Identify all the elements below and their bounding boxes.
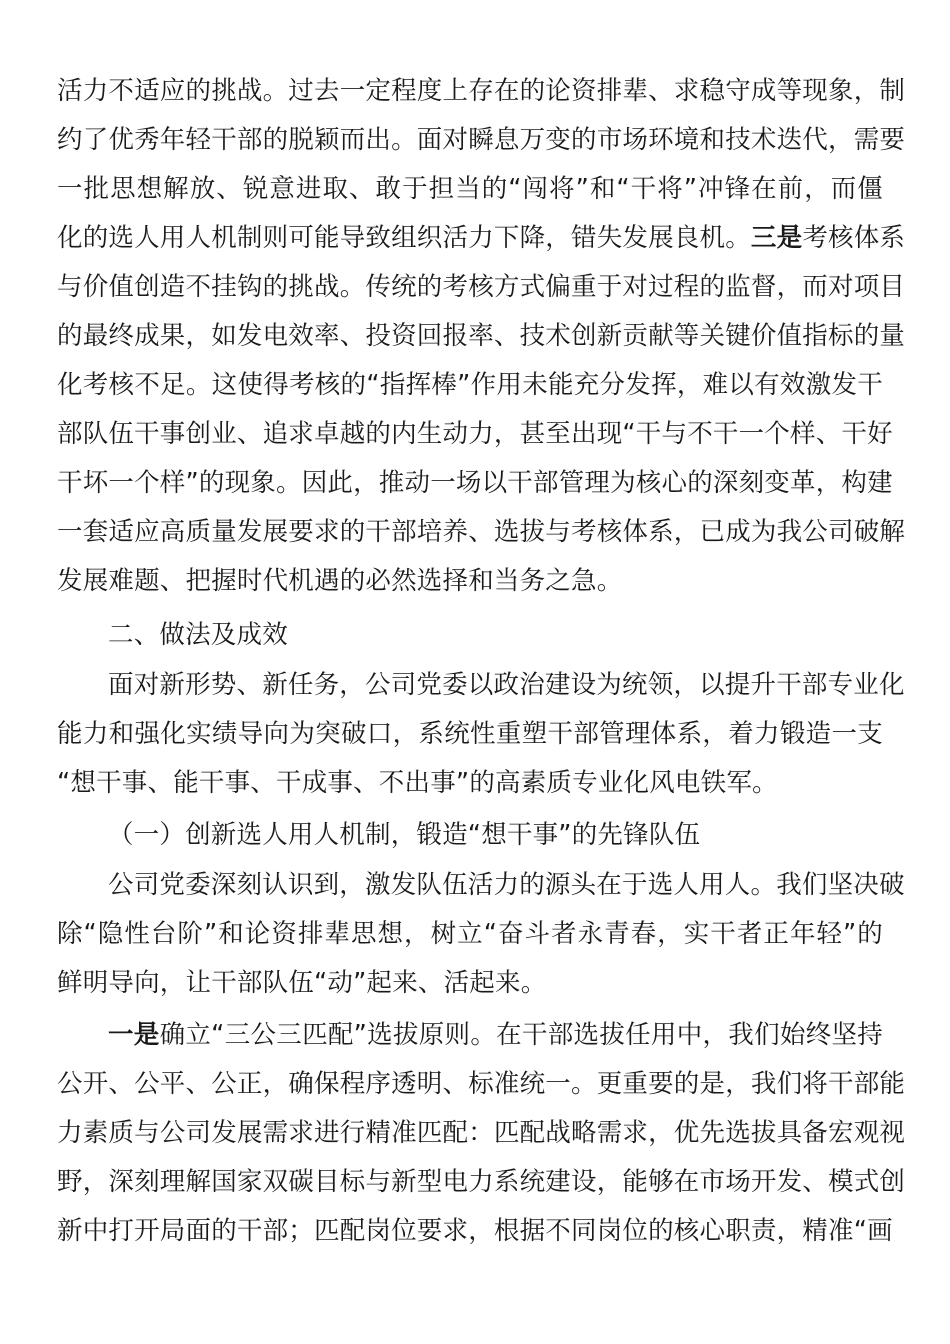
para2-line-2: 能力和强化实绩导向为突破口，系统性重塑干部管理体系，着力锻造一支 <box>57 719 883 749</box>
para1-line-3: 一批思想解放、锐意进取、敢于担当的“闯将”和“干将”冲锋在前，而僵 <box>57 174 883 204</box>
subheading-1: （一）创新选人用人机制，锻造“想干事”的先锋队伍 <box>108 820 701 850</box>
para1-line-8: 部队伍干事创业、追求卓越的内生动力，甚至出现“干与不干一个样、干好 <box>57 419 893 449</box>
para3-line-1: 公司党委深刻认识到，激发队伍活力的源头在于选人用人。我们坚决破 <box>108 870 905 900</box>
para1-line-6: 的最终成果，如发电效率、投资回报率、技术创新贡献等关键价值指标的量 <box>57 321 906 351</box>
para4-line-1-text: 确立“三公三匹配”选拔原则。在干部选拔任用中，我们始终坚持 <box>159 1020 883 1050</box>
para1-line-11: 发展难题、把握时代机遇的必然选择和当务之急。 <box>57 566 623 596</box>
para1-line-5: 与价值创造不挂钩的挑战。传统的考核方式偏重于对过程的监督，而对项目 <box>57 272 906 302</box>
para4-line-1 <box>57 1010 883 1060</box>
para2-line-3: “想干事、能干事、干成事、不出事”的高素质专业化风电铁军。 <box>57 768 778 798</box>
para1-line-4 <box>57 213 906 263</box>
para4-line-5: 新中打开局面的干部；匹配岗位要求，根据不同岗位的核心职责，精准“画 <box>57 1216 893 1246</box>
section-heading-2: 二、做法及成效 <box>108 620 288 650</box>
para1-line-7: 化考核不足。这使得考核的“指挥棒”作用未能充分发挥，难以有效激发干 <box>57 370 883 400</box>
para1-line-2: 约了优秀年轻干部的脱颖而出。面对瞬息万变的市场环境和技术迭代，需要 <box>57 125 906 155</box>
para4-line-3: 力素质与公司发展需求进行精准匹配：匹配战略需求，优先选拔具备宏观视 <box>57 1118 906 1148</box>
para4-line-4: 野，深刻理解国家双碳目标与新型电力系统建设，能够在市场开发、模式创 <box>57 1167 906 1197</box>
para1-line-4-emphasis: 三是 <box>750 223 803 253</box>
para3-line-2: 除“隐性台阶”和论资排辈思想，树立“奋斗者永青春，实干者正年轻”的 <box>57 919 883 949</box>
para1-line-4-text-b: 考核体系 <box>802 223 906 253</box>
para1-line-4-text-a: 化的选人用人机制则可能导致组织活力下降，错失发展良机。 <box>57 223 751 253</box>
para1-line-1: 活力不适应的挑战。过去一定程度上存在的论资排辈、求稳守成等现象，制 <box>57 76 906 106</box>
para4-line-2: 公开、公平、公正，确保程序透明、标准统一。更重要的是，我们将干部能 <box>57 1069 906 1099</box>
para1-line-10: 一套适应高质量发展要求的干部培养、选拔与考核体系，已成为我公司破解 <box>57 517 906 547</box>
para2-line-1: 面对新形势、新任务，公司党委以政治建设为统领，以提升干部专业化 <box>108 670 905 700</box>
para3-line-3: 鲜明导向，让干部队伍“动”起来、活起来。 <box>57 968 547 998</box>
para4-line-1-emphasis: 一是 <box>108 1020 160 1050</box>
para1-line-9: 干坏一个样”的现象。因此，推动一场以干部管理为核心的深刻变革，构建 <box>57 468 893 498</box>
